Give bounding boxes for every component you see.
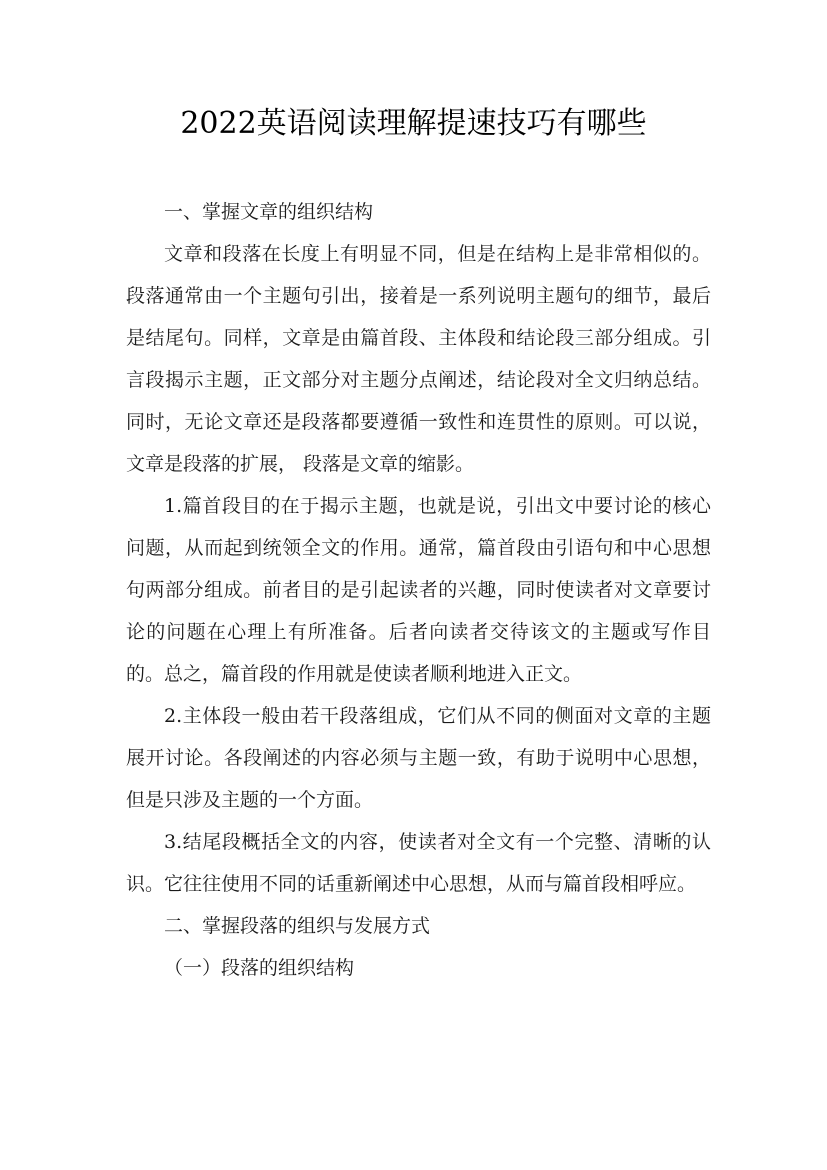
document-title: 2022英语阅读理解提速技巧有哪些	[180, 106, 647, 141]
subsection-heading-1: （一）段落的组织结构	[164, 957, 355, 979]
paragraph-intro: 文章和段落在长度上有明显不同，但是在结构上是非常相似的。段落通常由一个主题句引出，接着是一系列说明主题句的细节，最后是结尾句。同样，文章是由篇首段、主体段和结论段三部分组成。引言段揭示主题，正文部分对主题分点阐述，结论段对全文归纳总结。同时，无论文章还是段落都要遵循一致性和连贯性的原则。可以说，文章是段落的扩展， 段落是文章的缩影。	[126, 243, 711, 475]
section-heading-2: 二、掌握段落的组织与发展方式	[164, 915, 431, 937]
paragraph-point-3: 3.结尾段概括全文的内容，使读者对全文有一个完整、清晰的认识。它往往使用不同的话重新阐述中心思想，从而与篇首段相呼应。	[126, 831, 711, 895]
section-heading-1: 一、掌握文章的组织结构	[164, 201, 374, 223]
paragraph-point-1: 1.篇首段目的在于揭示主题，也就是说，引出文中要讨论的核心问题，从而起到统领全文的作用。通常，篇首段由引语句和中心思想句两部分组成。前者目的是引起读者的兴趣，同时使读者对文章要讨论的问题在心理上有所准备。后者向读者交待该文的主题或写作目的。总之，篇首段的作用就是使读者顺利地进入正文。	[126, 495, 711, 685]
document-body	[126, 191, 711, 989]
paragraph-point-2: 2.主体段一般由若干段落组成，它们从不同的侧面对文章的主题展开讨论。各段阐述的内容必须与主题一致，有助于说明中心思想，但是只涉及主题的一个方面。	[126, 705, 711, 811]
